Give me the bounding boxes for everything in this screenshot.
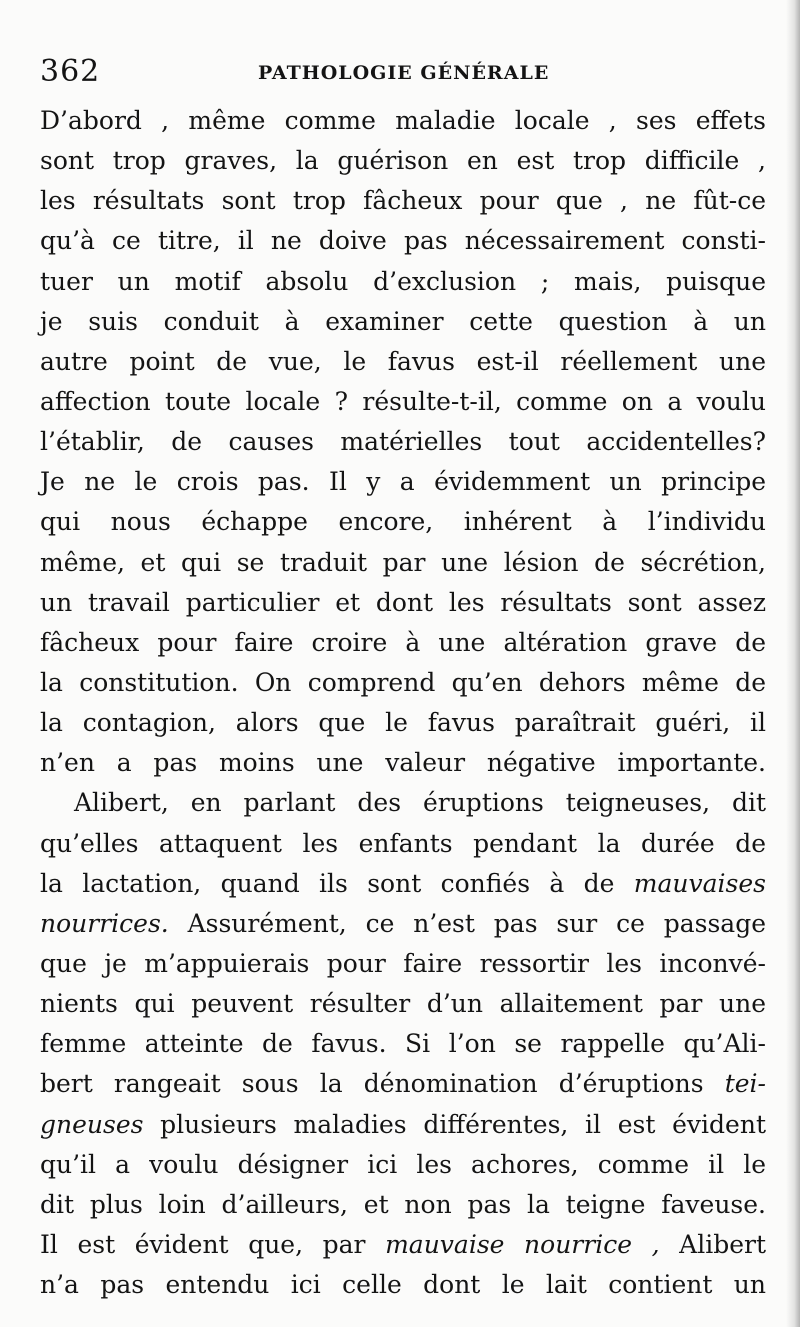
text-line: [40, 462, 766, 502]
text-segment: autre point de vue, le favus est-il réellement une: [40, 346, 766, 376]
text-segment: sont trop graves, la guérison en est trop difficile ,: [40, 146, 766, 176]
text-line: [40, 864, 766, 904]
text-line: [40, 1024, 766, 1064]
text-line: [40, 543, 766, 583]
text-segment: D’abord , même comme maladie locale , ses effets: [40, 106, 766, 135]
text-line: [40, 984, 766, 1024]
text-segment: qui nous échappe encore, inhérent à l’individu: [40, 507, 766, 537]
text-segment: qu’elles attaquent les enfants pendant la durée de: [40, 828, 766, 858]
page-edge-shadow: [786, 0, 800, 1327]
text-line: [40, 141, 766, 181]
text-segment: les résultats sont trop fâcheux pour que , ne fût-ce: [40, 186, 766, 216]
text-line: [40, 1185, 766, 1225]
text-segment: dit plus loin d’ailleurs, et non pas la teigne faveuse.: [40, 1189, 766, 1219]
text-segment: fâcheux pour faire croire à une altération grave de: [40, 627, 766, 657]
body-text: [40, 101, 766, 1305]
text-line: [40, 583, 766, 623]
text-line: [40, 302, 766, 342]
text-line: [40, 703, 766, 743]
italic-text: tei-: [724, 1069, 766, 1099]
text-segment: même, et qui se traduit par une lésion de sécrétion,: [40, 547, 766, 577]
text-line: [40, 262, 766, 302]
text-line: [40, 101, 766, 141]
italic-text: nourrices.: [40, 908, 169, 938]
text-line: [40, 663, 766, 703]
page-number: 362: [40, 54, 101, 89]
text-line: [40, 783, 766, 823]
text-segment: plusieurs maladies différentes, il est évident: [143, 1109, 766, 1139]
page-header: [40, 52, 760, 92]
text-segment: femme atteinte de favus. Si l’on se rappelle qu’Ali-: [40, 1029, 766, 1059]
text-line: [40, 342, 766, 382]
text-segment: qu’à ce titre, il ne doive pas nécessairement consti-: [40, 226, 766, 256]
text-segment: la contagion, alors que le favus paraîtrait guéri, il: [40, 708, 766, 738]
running-title: PATHOLOGIE GÉNÉRALE: [258, 62, 550, 84]
text-line: [40, 1145, 766, 1185]
text-line: [40, 824, 766, 864]
text-segment: Alibert: [659, 1229, 766, 1259]
text-segment: qu’il a voulu désigner ici les achores, comme il le: [40, 1149, 766, 1179]
text-line: [40, 221, 766, 261]
text-segment: Il est évident que, par: [40, 1229, 386, 1259]
text-line: [40, 743, 766, 783]
text-line: [40, 1265, 766, 1305]
text-segment: la constitution. On comprend qu’en dehors même de: [40, 667, 766, 697]
text-segment: Je ne le crois pas. Il y a évidemment un principe: [40, 467, 766, 497]
text-segment: affection toute locale ? résulte-t-il, comme on a voulu: [40, 386, 766, 416]
text-line: [40, 944, 766, 984]
text-segment: Assurément, ce n’est pas sur ce passage: [168, 908, 766, 938]
text-segment: l’établir, de causes matérielles tout accidentelles?: [40, 427, 766, 457]
text-line: [40, 904, 766, 944]
italic-text: gneuses: [40, 1109, 144, 1139]
text-segment: nients qui peuvent résulter d’un allaitement par une: [40, 989, 766, 1019]
text-line: [40, 1064, 766, 1104]
text-line: [40, 181, 766, 221]
italic-text: mauvaise nourrice ,: [385, 1229, 660, 1259]
text-segment: un travail particulier et dont les résultats sont assez: [40, 587, 766, 617]
text-segment: Alibert, en parlant des éruptions teigneuses, dit: [74, 788, 766, 818]
text-line: [40, 1105, 766, 1145]
text-line: [40, 1225, 766, 1265]
text-line: [40, 502, 766, 542]
text-segment: bert rangeait sous la dénomination d’éruptions: [40, 1069, 725, 1099]
text-line: [40, 382, 766, 422]
italic-text: mauvaises: [633, 868, 766, 898]
text-segment: je suis conduit à examiner cette question à un: [40, 306, 766, 336]
text-segment: n’a pas entendu ici celle dont le lait contient un: [40, 1270, 766, 1300]
text-segment: que je m’appuierais pour faire ressortir les inconvé-: [40, 948, 766, 978]
text-line: [40, 422, 766, 462]
text-segment: la lactation, quand ils sont confiés à de: [40, 868, 634, 898]
text-segment: n’en a pas moins une valeur négative importante.: [40, 748, 766, 778]
text-segment: tuer un motif absolu d’exclusion ; mais, puisque: [40, 266, 766, 296]
text-line: [40, 623, 766, 663]
